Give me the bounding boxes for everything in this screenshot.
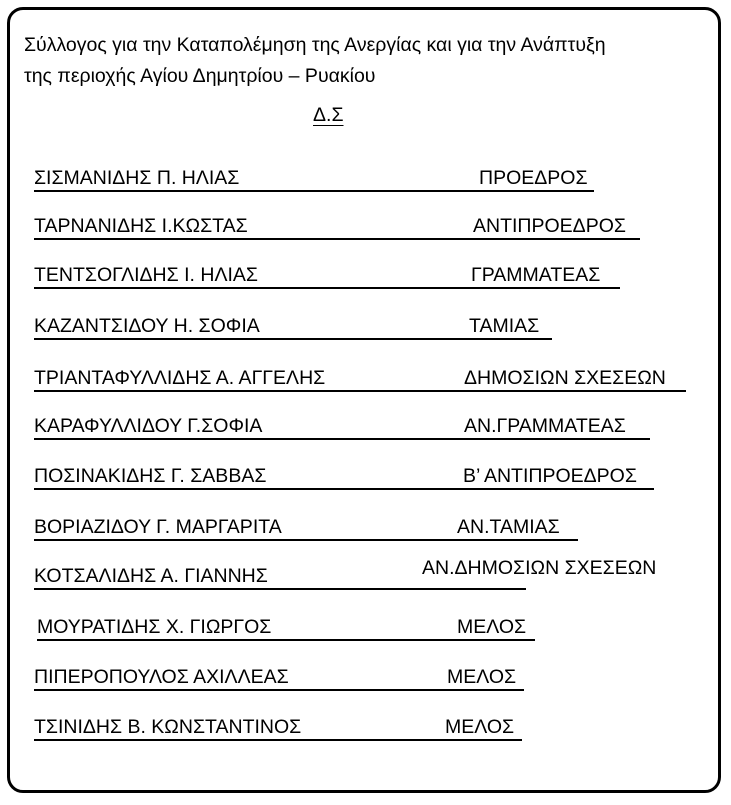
- title-line-2: της περιοχής Αγίου Δημητρίου – Ρυακίου: [24, 65, 376, 87]
- member-role: ΓΡΑΜΜΑΤΕΑΣ: [471, 264, 601, 286]
- member-name: ΤΡΙΑΝΤΑΦΥΛΛΙΔΗΣ Α. ΑΓΓΕΛΗΣ: [34, 367, 326, 389]
- member-role: Β’ ΑΝΤΙΠΡΟΕΔΡΟΣ: [463, 465, 637, 487]
- member-row: [34, 162, 594, 192]
- member-row: [34, 711, 522, 741]
- member-name: ΤΑΡΝΑΝΙΔΗΣ Ι.ΚΩΣΤΑΣ: [34, 215, 248, 237]
- member-row: [34, 362, 686, 392]
- member-name: ΤΣΙΝΙΔΗΣ Β. ΚΩΝΣΤΑΝΤΙΝΟΣ: [34, 716, 302, 738]
- member-role: ΜΕΛΟΣ: [447, 666, 517, 688]
- association-title: [24, 30, 606, 92]
- member-role: ΠΡΟΕΔΡΟΣ: [479, 167, 588, 189]
- member-row: [37, 611, 535, 641]
- member-row: [34, 661, 524, 691]
- member-row: [34, 310, 552, 340]
- member-role: ΜΕΛΟΣ: [457, 616, 527, 638]
- member-name: ΣΙΣΜΑΝΙΔΗΣ Π. ΗΛΙΑΣ: [34, 167, 240, 189]
- member-role: ΤΑΜΙΑΣ: [469, 315, 540, 337]
- member-name: ΠΙΠΕΡΟΠΟΥΛΟΣ ΑΧΙΛΛΕΑΣ: [34, 666, 289, 688]
- member-row: [34, 259, 620, 289]
- member-role: ΑΝ.ΓΡΑΜΜΑΤΕΑΣ: [464, 415, 626, 437]
- member-row: [34, 460, 654, 490]
- member-name: ΒΟΡΙΑΖΙΔΟΥ Γ. ΜΑΡΓΑΡΙΤΑ: [34, 516, 282, 538]
- member-row: [34, 410, 650, 440]
- member-name: ΠΟΣΙΝΑΚΙΔΗΣ Γ. ΣΑΒΒΑΣ: [34, 465, 267, 487]
- member-row: [34, 511, 578, 541]
- member-role: ΜΕΛΟΣ: [445, 716, 515, 738]
- title-line-1: Σύλλογος για την Καταπολέμηση της Ανεργίας και για την Ανάπτυξη: [24, 34, 606, 56]
- member-row: [34, 210, 640, 240]
- board-heading: Δ.Σ: [313, 104, 344, 126]
- member-role: ΑΝ.ΤΑΜΙΑΣ: [457, 516, 560, 538]
- member-role: ΑΝΤΙΠΡΟΕΔΡΟΣ: [473, 215, 626, 237]
- member-role: ΔΗΜΟΣΙΩΝ ΣΧΕΣΕΩΝ: [464, 367, 666, 389]
- member-name: ΤΕΝΤΣΟΓΛΙΔΗΣ Ι. ΗΛΙΑΣ: [34, 264, 258, 286]
- member-name: ΚΟΤΣΑΛΙΔΗΣ Α. ΓΙΑΝΝΗΣ: [34, 565, 268, 587]
- member-name: ΜΟΥΡΑΤΙΔΗΣ Χ. ΓΙΩΡΓΟΣ: [37, 616, 272, 638]
- member-name: ΚΑΡΑΦΥΛΛΙΔΟΥ Γ.ΣΟΦΙΑ: [34, 415, 263, 437]
- member-name: ΚΑΖΑΝΤΣΙΔΟΥ Η. ΣΟΦΙΑ: [34, 315, 260, 337]
- member-role: ΑΝ.ΔΗΜΟΣΙΩΝ ΣΧΕΣΕΩΝ: [422, 557, 657, 579]
